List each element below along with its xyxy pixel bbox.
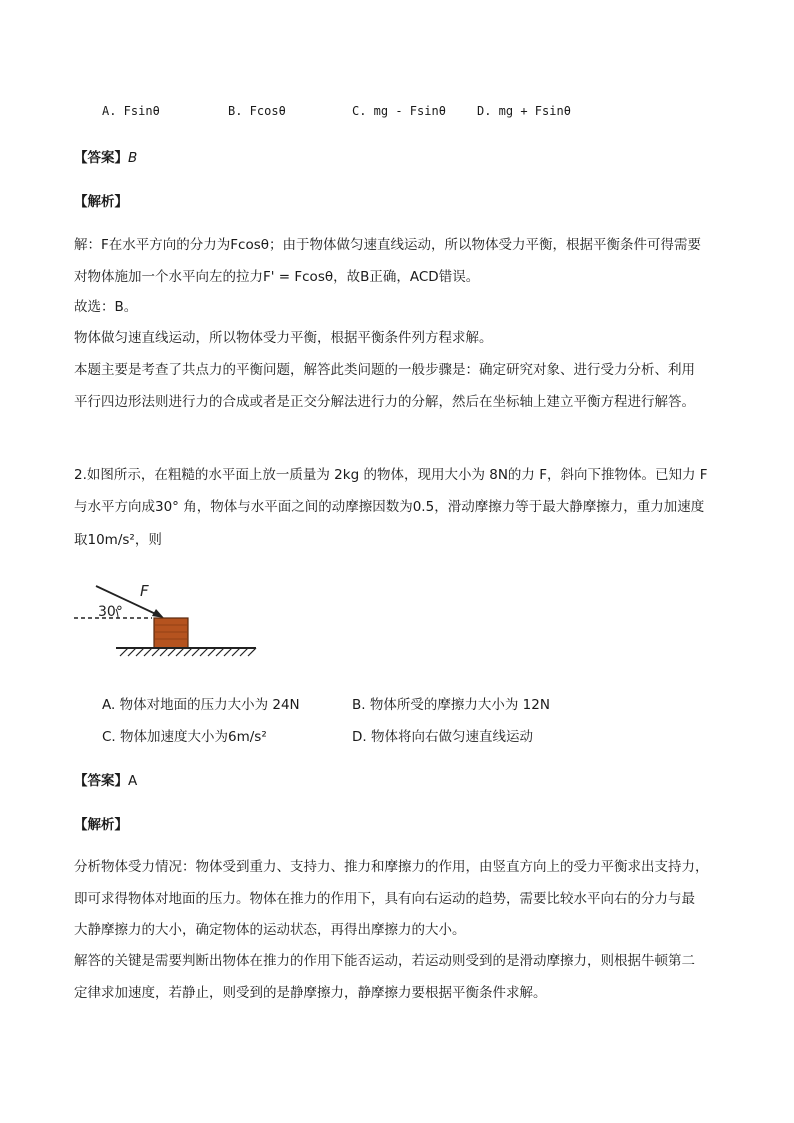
answer-value: A [128, 773, 138, 789]
q2-analysis-line: 解答的关键是需要判断出物体在推力的作用下能否运动，若运动则受到的是滑动摩擦力，则根据牛顿第二 [74, 953, 695, 969]
q1-option-a: A. Fsinθ [102, 104, 160, 118]
q2-analysis-line: 大静摩擦力的大小，确定物体的运动状态，再得出摩擦力的大小。 [74, 922, 466, 938]
q2-analysis-line: 定律求加速度，若静止，则受到的是静摩擦力，静摩擦力要根据平衡条件求解。 [74, 985, 547, 1001]
q1-analysis-line: 本题主要是考查了共点力的平衡问题，解答此类问题的一般步骤是：确定研究对象、进行受力分析、利用 [74, 362, 695, 378]
q1-analysis-line: 对物体施加一个水平向左的拉力F' = Fcosθ，故B正确，ACD错误。 [74, 269, 480, 285]
q1-option-d: D. mg + Fsinθ [477, 104, 571, 118]
q2-analysis-label: 【解析】 [74, 817, 128, 833]
wooden-block [154, 618, 188, 648]
force-arrowhead [152, 609, 164, 618]
q2-option-d: D. 物体将向右做匀速直线运动 [352, 729, 533, 745]
angle-label: 30° [98, 604, 123, 620]
q2-option-c: C. 物体加速度大小为6m/s² [102, 729, 267, 745]
q1-analysis-line: 物体做匀速直线运动，所以物体受力平衡，根据平衡条件列方程求解。 [74, 330, 493, 346]
ground-hatching [120, 648, 256, 656]
q2-figure [72, 578, 272, 668]
force-label: F [140, 582, 149, 600]
q1-analysis-label: 【解析】 [74, 194, 128, 210]
answer-label: 【答案】 [74, 773, 128, 789]
q1-analysis-line: 平行四边形法则进行力的合成或者是正交分解法进行力的分解，然后在坐标轴上建立平衡方程进行解答。 [74, 394, 695, 410]
q2-stem-line: 与水平方向成30° 角，物体与水平面之间的动摩擦因数为0.5，滑动摩擦力等于最大静摩擦力，重力加速度 [74, 499, 705, 515]
q2-stem-line: 2.如图所示，在粗糙的水平面上放一质量为 2kg 的物体，现用大小为 8N的力 F，斜向下推物体。已知力 F [74, 467, 708, 483]
q1-option-b: B. Fcosθ [228, 104, 286, 118]
q2-analysis-line: 即可求得物体对地面的压力。物体在推力的作用下，具有向右运动的趋势，需要比较水平向右的分力与最 [74, 891, 695, 907]
q2-answer [74, 769, 137, 789]
q1-answer [74, 146, 137, 166]
q1-analysis-line: 解：F在水平方向的分力为Fcosθ；由于物体做匀速直线运动，所以物体受力平衡，根据平衡条件可得需要 [74, 237, 702, 253]
q2-option-a: A. 物体对地面的压力大小为 24N [102, 697, 300, 713]
q1-analysis-line: 故选：B。 [74, 299, 138, 315]
q1-option-c: C. mg - Fsinθ [352, 104, 446, 118]
q2-analysis-line: 分析物体受力情况：物体受到重力、支持力、推力和摩擦力的作用，由竖直方向上的受力平衡求出支持力， [74, 859, 709, 875]
q2-stem-line: 取10m/s²，则 [74, 532, 162, 548]
answer-value: B [128, 150, 138, 166]
answer-label: 【答案】 [74, 150, 128, 166]
q2-option-b: B. 物体所受的摩擦力大小为 12N [352, 697, 550, 713]
